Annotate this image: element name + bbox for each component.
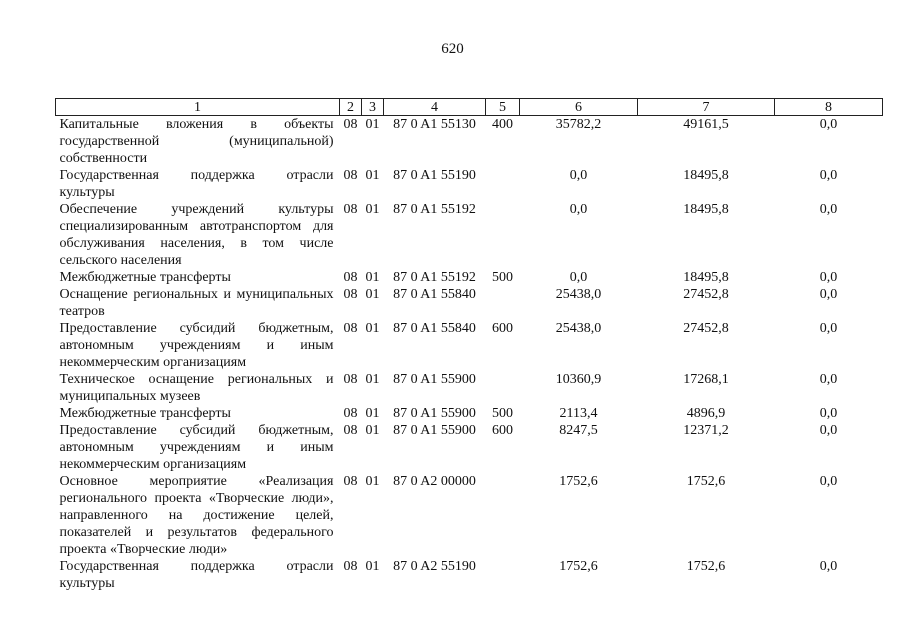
row-name-cell: Государственная поддержка отрасли культуры	[59, 168, 334, 200]
header-col-4: 4	[384, 99, 486, 116]
page-number: 620	[441, 41, 464, 57]
row-subsection-cell: 01	[365, 287, 380, 302]
table-row	[56, 269, 883, 286]
row-name-cell: Межбюджетные трансферты	[59, 270, 231, 285]
row-expense-type-cell: 500	[492, 270, 513, 285]
row-col7-amount-cell: 1752,6	[686, 559, 726, 574]
row-col6-amount-cell: 35782,2	[555, 117, 602, 132]
row-name-cell: Капитальные вложения в объекты государственной (муниципальной) собственности	[59, 117, 334, 166]
row-section-cell: 08	[343, 423, 358, 438]
table-row	[56, 167, 883, 201]
row-col7-amount-cell: 18495,8	[683, 270, 729, 285]
row-col7-amount-cell: 17268,1	[683, 372, 729, 387]
row-subsection-cell: 01	[365, 423, 380, 438]
header-col-3: 3	[362, 99, 384, 116]
row-col6-amount-cell: 1752,6	[559, 559, 598, 574]
row-expense-type-cell	[486, 371, 520, 405]
row-name-cell: Предоставление субсидий бюджетным, автономным учреждениям и иным некоммерческим организациям	[59, 321, 334, 370]
row-target-code-cell: 87 0 A2 00000	[393, 474, 476, 489]
header-col-5: 5	[486, 99, 520, 116]
row-name-cell: Межбюджетные трансферты	[59, 406, 231, 421]
row-expense-type-cell	[486, 558, 520, 592]
header-row	[56, 99, 883, 116]
row-section-cell: 08	[343, 287, 358, 302]
row-name-cell: Техническое оснащение региональных и муниципальных музеев	[59, 372, 334, 404]
table-row	[56, 116, 883, 168]
table-row	[56, 422, 883, 473]
row-section-cell: 08	[343, 474, 358, 489]
row-col7-amount-cell: 18495,8	[683, 168, 729, 183]
row-col6-amount-cell: 0,0	[569, 270, 588, 285]
row-col8-amount-cell: 0,0	[819, 168, 838, 183]
table-row	[56, 473, 883, 558]
row-target-code-cell: 87 0 A1 55192	[393, 202, 476, 217]
row-expense-type-cell: 600	[492, 423, 513, 438]
row-col8-amount-cell: 0,0	[819, 287, 838, 302]
table-row	[56, 320, 883, 371]
row-name-cell: Оснащение региональных и муниципальных театров	[59, 287, 334, 319]
row-target-code-cell: 87 0 A1 55840	[393, 287, 476, 302]
row-col6-amount-cell: 1752,6	[559, 474, 598, 489]
row-expense-type-cell	[486, 286, 520, 320]
row-col6-amount-cell: 0,0	[569, 202, 588, 217]
row-col8-amount-cell: 0,0	[819, 117, 838, 132]
row-section-cell: 08	[343, 168, 358, 183]
row-col8-amount-cell: 0,0	[819, 202, 838, 217]
header-col-7: 7	[638, 99, 775, 116]
row-target-code-cell: 87 0 A1 55840	[393, 321, 476, 336]
row-target-code-cell: 87 0 A1 55192	[393, 270, 476, 285]
row-col6-amount-cell: 10360,9	[555, 372, 602, 387]
row-col7-amount-cell: 12371,2	[683, 423, 729, 438]
row-col7-amount-cell: 27452,8	[683, 287, 729, 302]
table-body	[56, 116, 883, 593]
row-col8-amount-cell: 0,0	[819, 423, 838, 438]
table-row	[56, 286, 883, 320]
row-expense-type-cell	[486, 201, 520, 269]
row-col7-amount-cell: 4896,9	[686, 406, 726, 421]
row-col7-amount-cell: 27452,8	[683, 321, 729, 336]
row-expense-type-cell	[486, 473, 520, 558]
row-expense-type-cell	[486, 167, 520, 201]
header-col-6: 6	[520, 99, 638, 116]
row-col6-amount-cell: 0,0	[569, 168, 588, 183]
row-subsection-cell: 01	[365, 406, 380, 421]
row-target-code-cell: 87 0 A1 55130	[393, 117, 476, 132]
row-section-cell: 08	[343, 372, 358, 387]
row-col8-amount-cell: 0,0	[819, 474, 838, 489]
row-col8-amount-cell: 0,0	[819, 559, 838, 574]
table-row	[56, 371, 883, 405]
row-col6-amount-cell: 2113,4	[559, 406, 598, 421]
row-section-cell: 08	[343, 117, 358, 132]
table-row	[56, 405, 883, 422]
row-section-cell: 08	[343, 406, 358, 421]
row-expense-type-cell: 500	[492, 406, 513, 421]
budget-table	[55, 98, 883, 592]
row-col8-amount-cell: 0,0	[819, 406, 838, 421]
row-target-code-cell: 87 0 A2 55190	[393, 559, 476, 574]
row-col7-amount-cell: 1752,6	[686, 474, 726, 489]
row-target-code-cell: 87 0 A1 55900	[393, 406, 476, 421]
row-col7-amount-cell: 49161,5	[683, 117, 729, 132]
row-subsection-cell: 01	[365, 117, 380, 132]
row-name-cell: Предоставление субсидий бюджетным, автономным учреждениям и иным некоммерческим организациям	[59, 423, 334, 472]
row-col6-amount-cell: 25438,0	[555, 321, 602, 336]
row-col8-amount-cell: 0,0	[819, 270, 838, 285]
row-col8-amount-cell: 0,0	[819, 321, 838, 336]
row-name-cell: Основное мероприятие «Реализация регионального проекта «Творческие люди», направленного на достижение целей, показателей и результатов федерального проекта «Творческие люди»	[59, 474, 334, 557]
header-col-1: 1	[56, 99, 340, 116]
row-subsection-cell: 01	[365, 372, 380, 387]
row-section-cell: 08	[343, 321, 358, 336]
row-subsection-cell: 01	[365, 270, 380, 285]
row-name-cell: Государственная поддержка отрасли культуры	[59, 559, 334, 591]
row-target-code-cell: 87 0 A1 55900	[393, 372, 476, 387]
row-subsection-cell: 01	[365, 168, 380, 183]
row-subsection-cell: 01	[365, 321, 380, 336]
row-subsection-cell: 01	[365, 559, 380, 574]
row-subsection-cell: 01	[365, 202, 380, 217]
row-col6-amount-cell: 25438,0	[555, 287, 602, 302]
row-expense-type-cell: 600	[492, 321, 513, 336]
header-col-2: 2	[340, 99, 362, 116]
row-col7-amount-cell: 18495,8	[683, 202, 729, 217]
row-col8-amount-cell: 0,0	[819, 372, 838, 387]
row-subsection-cell: 01	[365, 474, 380, 489]
row-target-code-cell: 87 0 A1 55900	[393, 423, 476, 438]
row-name-cell: Обеспечение учреждений культуры специализированным автотранспортом для обслуживания населения, в том числе сельского населения	[59, 202, 334, 268]
table-row	[56, 558, 883, 592]
row-col6-amount-cell: 8247,5	[559, 423, 598, 438]
row-target-code-cell: 87 0 A1 55190	[393, 168, 476, 183]
row-section-cell: 08	[343, 202, 358, 217]
row-section-cell: 08	[343, 559, 358, 574]
row-expense-type-cell: 400	[492, 117, 513, 132]
header-col-8: 8	[775, 99, 883, 116]
row-section-cell: 08	[343, 270, 358, 285]
table-row	[56, 201, 883, 269]
